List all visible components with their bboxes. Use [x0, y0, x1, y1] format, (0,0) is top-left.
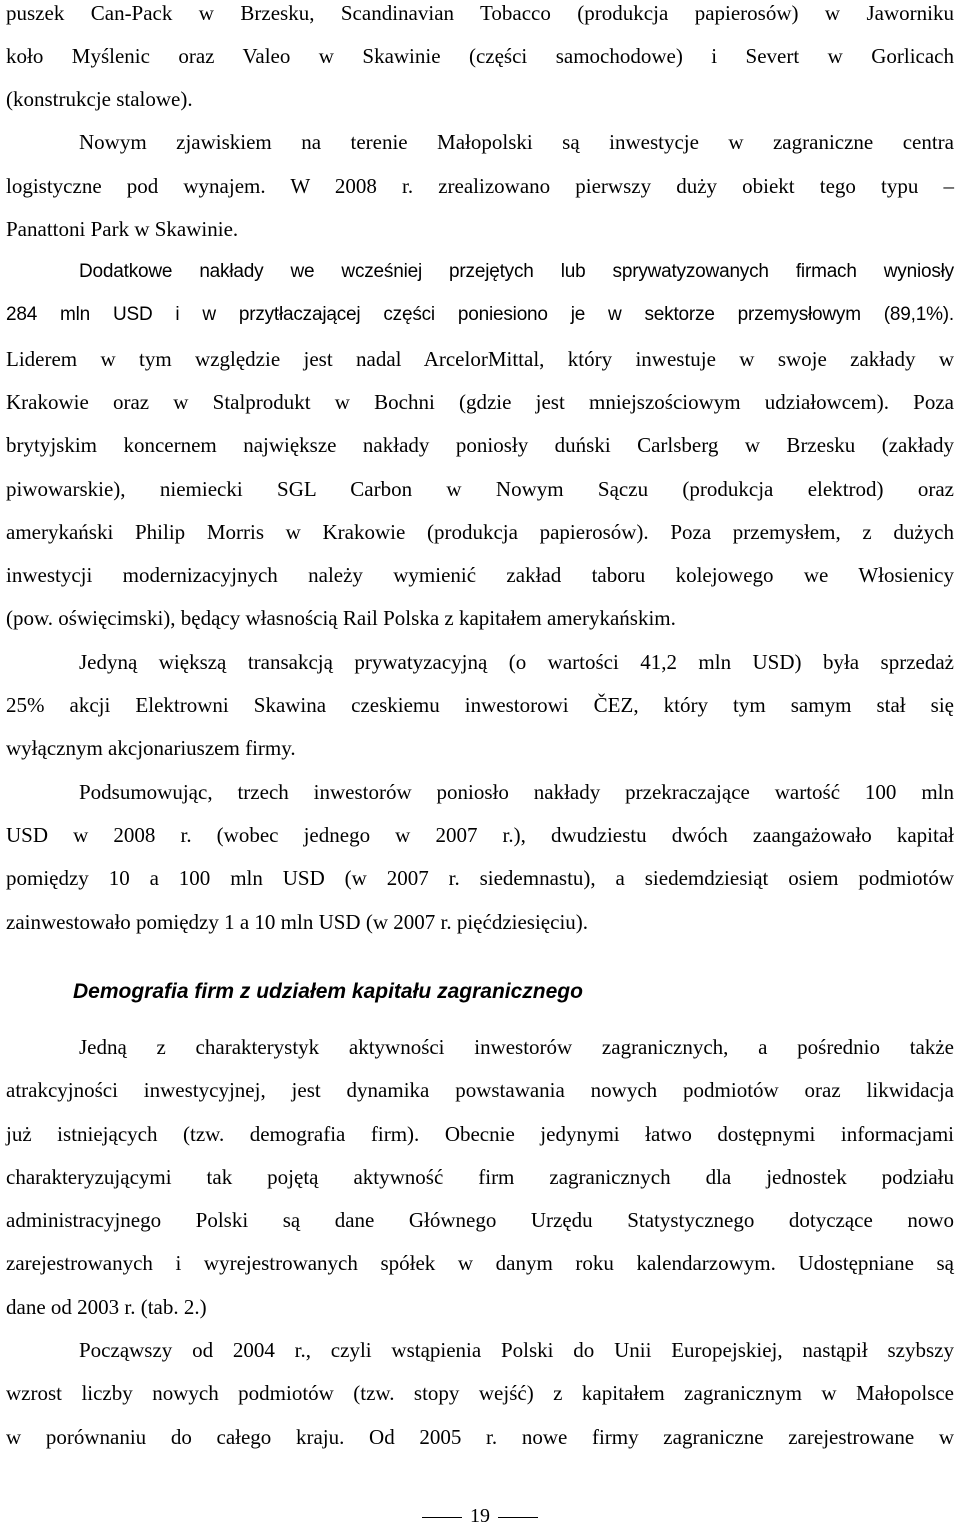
text-line: Nowym zjawiskiem na terenie Małopolski są inwestycje w zagraniczne centra [79, 130, 954, 154]
page-number: 19 [470, 1505, 490, 1527]
text-line: już istniejących (tzw. demografia firm). Obecnie jedynymi łatwo dostępnymi informacjami [6, 1122, 954, 1146]
text-line: administracyjnego Polski są dane Głównego Urzędu Statystycznego dotyczące nowo [6, 1208, 954, 1232]
text-line: koło Myślenic oraz Valeo w Skawinie (części samochodowe) i Severt w Gorlicach [6, 44, 954, 68]
footer-rule-left [422, 1517, 462, 1518]
text-line: dane od 2003 r. (tab. 2.) [6, 1295, 207, 1319]
text-line: w porównaniu do całego kraju. Od 2005 r. nowe firmy zagraniczne zarejestrowane w [6, 1425, 954, 1449]
text-line: zarejestrowanych i wyrejestrowanych spółek w danym roku kalendarzowym. Udostępniane są [6, 1251, 954, 1275]
text-line: zainwestowało pomiędzy 1 a 10 mln USD (w 2007 r. pięćdziesięciu). [6, 910, 589, 934]
text-line: USD w 2008 r. (wobec jednego w 2007 r.), dwudziestu dwóch zaangażowało kapitał [6, 823, 954, 847]
text-line: (pow. oświęcimski), będący własnością Rail Polska z kapitałem amerykańskim. [6, 606, 676, 630]
text-line: wyłącznym akcjonariuszem firmy. [6, 736, 296, 760]
text-line: logistyczne pod wynajem. W 2008 r. zrealizowano pierwszy duży obiekt tego typu – [6, 174, 954, 198]
text-line: brytyjskim koncernem największe nakłady poniosły duński Carlsberg w Brzesku (zakłady [6, 433, 954, 457]
page-footer [0, 1503, 960, 1529]
text-line: Począwszy od 2004 r., czyli wstąpienia Polski do Unii Europejskiej, nastąpił szybszy [79, 1338, 954, 1362]
footer-rule-right [498, 1517, 538, 1518]
text-line: amerykański Philip Morris w Krakowie (produkcja papierosów). Poza przemysłem, z dużych [6, 520, 954, 544]
text-line: Panattoni Park w Skawinie. [6, 217, 239, 241]
text-line: atrakcyjności inwestycyjnej, jest dynamika powstawania nowych podmiotów oraz likwidacja [6, 1078, 954, 1102]
text-line: Jedyną większą transakcją prywatyzacyjną (o wartości 41,2 mln USD) była sprzedaż [79, 650, 954, 674]
text-line: (konstrukcje stalowe). [6, 87, 193, 111]
text-line: Krakowie oraz w Stalprodukt w Bochni (gdzie jest mniejszościowym udziałowcem). Poza [6, 390, 954, 414]
text-line: pomiędzy 10 a 100 mln USD (w 2007 r. siedemnastu), a siedemdziesiąt osiem podmiotów [6, 866, 954, 890]
text-line: Dodatkowe nakłady we wcześniej przejętych lub sprywatyzowanych firmach wyniosły [79, 261, 954, 282]
section-heading: Demografia firm z udziałem kapitału zagranicznego [73, 980, 583, 1003]
text-line: piwowarskie), niemiecki SGL Carbon w Nowym Sączu (produkcja elektrod) oraz [6, 477, 954, 501]
text-line: puszek Can-Pack w Brzesku, Scandinavian Tobacco (produkcja papierosów) w Jaworniku [6, 1, 954, 25]
text-line: charakteryzującymi tak pojętą aktywność firm zagranicznych dla jednostek podziału [6, 1165, 954, 1189]
text-line: 25% akcji Elektrowni Skawina czeskiemu inwestorowi ČEZ, który tym samym stał się [6, 693, 954, 717]
text-line: wzrost liczby nowych podmiotów (tzw. stopy wejść) z kapitałem zagranicznym w Małopolsce [6, 1381, 954, 1405]
text-line: 284 mln USD i w przytłaczającej części poniesiono je w sektorze przemysłowym (89,1%). [6, 304, 954, 325]
text-line: Liderem w tym względzie jest nadal ArcelorMittal, który inwestuje w swoje zakłady w [6, 347, 954, 371]
text-line: inwestycji modernizacyjnych należy wymienić zakład taboru kolejowego we Włosienicy [6, 563, 954, 587]
text-line: Podsumowując, trzech inwestorów poniosło nakłady przekraczające wartość 100 mln [79, 780, 954, 804]
text-line: Jedną z charakterystyk aktywności inwestorów zagranicznych, a pośrednio także [79, 1035, 954, 1059]
